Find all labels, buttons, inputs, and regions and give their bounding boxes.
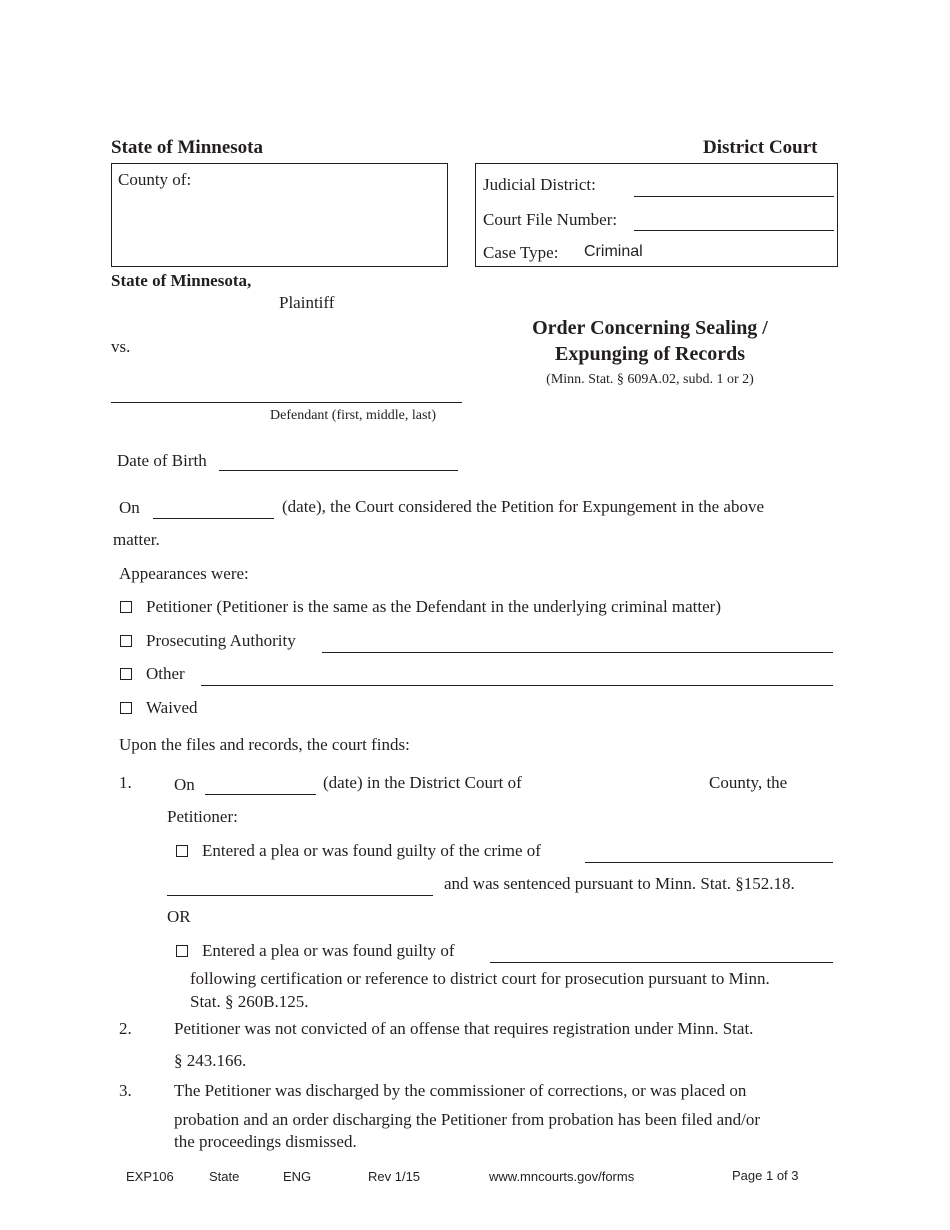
- finding3-number: 3.: [119, 1081, 132, 1100]
- prosecuting-field[interactable]: [322, 652, 833, 653]
- guilty-offense-field[interactable]: [490, 962, 833, 963]
- defendant-field[interactable]: [111, 402, 462, 403]
- plaintiff-name: State of Minnesota,: [111, 271, 252, 290]
- judicial-district-field[interactable]: [634, 196, 834, 197]
- vs-label: vs.: [111, 337, 131, 356]
- plea-crime-label: Entered a plea or was found guilty of the crime of: [202, 841, 541, 860]
- footer-language: ENG: [283, 1169, 312, 1184]
- finding3-text: The Petitioner was discharged by the commissioner of corrections, or was placed on: [174, 1081, 747, 1100]
- state-heading: State of Minnesota: [111, 137, 263, 158]
- other-label: Other: [146, 664, 185, 683]
- prosecuting-checkbox[interactable]: [120, 635, 132, 647]
- footer-state: State: [209, 1169, 240, 1184]
- petitioner-checkbox[interactable]: [120, 601, 132, 613]
- findings-heading: Upon the files and records, the court finds:: [119, 735, 410, 754]
- plaintiff-label: Plaintiff: [279, 293, 335, 312]
- form-title-line2: Expunging of Records: [554, 343, 746, 365]
- finding1-county-the: County, the: [709, 773, 788, 792]
- county-label: County of:: [118, 170, 192, 189]
- finding2-text-cont: § 243.166.: [174, 1051, 247, 1070]
- prosecuting-label: Prosecuting Authority: [146, 631, 296, 650]
- finding1-on: On: [174, 775, 195, 794]
- case-type-label: Case Type:: [483, 243, 559, 262]
- plea-guilty-checkbox[interactable]: [176, 945, 188, 957]
- dob-field[interactable]: [219, 470, 458, 471]
- court-file-field[interactable]: [634, 230, 834, 231]
- footer-revision: Rev 1/15: [368, 1169, 421, 1184]
- waived-label: Waived: [146, 698, 198, 717]
- petitioner-label: Petitioner (Petitioner is the same as the Defendant in the underlying criminal matter): [146, 597, 721, 616]
- court-file-label: Court File Number:: [483, 210, 618, 229]
- other-checkbox[interactable]: [120, 668, 132, 680]
- other-field[interactable]: [201, 685, 833, 686]
- offense-date-field[interactable]: [205, 794, 316, 795]
- statute-reference: (Minn. Stat. § 609A.02, subd. 1 or 2): [546, 372, 754, 387]
- finding1-date-text: (date) in the District Court of: [323, 773, 522, 792]
- finding1-petitioner: Petitioner:: [167, 807, 238, 826]
- on-label: On: [119, 498, 140, 517]
- judicial-district-label: Judicial District:: [483, 175, 596, 194]
- waived-checkbox[interactable]: [120, 702, 132, 714]
- form-title-line1: Order Concerning Sealing /: [532, 317, 768, 339]
- appearances-heading: Appearances were:: [119, 564, 249, 583]
- crime-field-cont[interactable]: [167, 895, 433, 896]
- case-info-box: [475, 163, 838, 267]
- finding1-number: 1.: [119, 773, 132, 792]
- finding3-text-cont: probation and an order discharging the Petitioner from probation has been filed and/or: [174, 1110, 761, 1129]
- finding2-text: Petitioner was not convicted of an offense that requires registration under Minn. Stat.: [174, 1019, 754, 1038]
- crime-field[interactable]: [585, 862, 833, 863]
- footer-form-code: EXP106: [126, 1169, 174, 1184]
- county-box: [111, 163, 448, 267]
- certification-text-cont: Stat. § 260B.125.: [190, 992, 309, 1011]
- dob-label: Date of Birth: [117, 451, 207, 470]
- plea-crime-checkbox[interactable]: [176, 845, 188, 857]
- finding3-text-cont2: the proceedings dismissed.: [174, 1132, 357, 1151]
- certification-text: following certification or reference to district court for prosecution pursuant to Minn.: [190, 969, 770, 988]
- sentenced-text: and was sentenced pursuant to Minn. Stat. §152.18.: [444, 874, 795, 893]
- court-heading: District Court: [703, 137, 818, 158]
- footer-page: Page 1 of 3: [732, 1168, 799, 1183]
- footer-url[interactable]: www.mncourts.gov/forms: [489, 1169, 635, 1184]
- consider-text: (date), the Court considered the Petition for Expungement in the above: [282, 497, 765, 516]
- plea-guilty-label: Entered a plea or was found guilty of: [202, 941, 455, 960]
- case-type-value: Criminal: [584, 243, 643, 260]
- consider-text-cont: matter.: [113, 530, 160, 549]
- or-label: OR: [167, 907, 191, 926]
- hearing-date-field[interactable]: [153, 518, 274, 519]
- defendant-label: Defendant (first, middle, last): [270, 408, 437, 423]
- finding2-number: 2.: [119, 1019, 132, 1038]
